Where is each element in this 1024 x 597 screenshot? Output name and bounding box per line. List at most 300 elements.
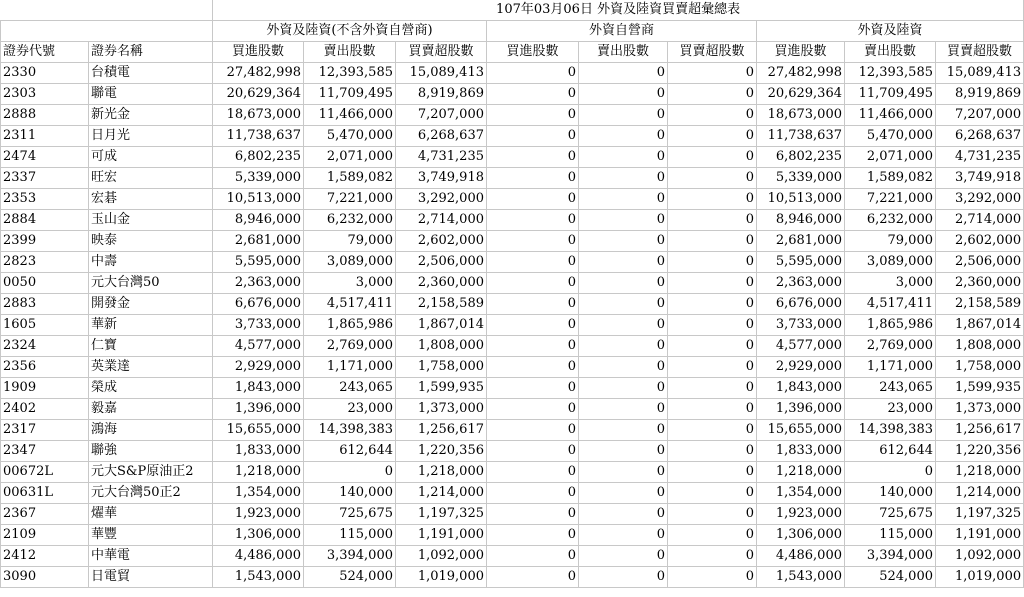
cell-dealer-net-shares: 0 [668,105,757,126]
table-row [1,105,1024,126]
cell-sell-shares: 524,000 [304,567,396,588]
cell-stock-name: 中華電 [89,546,213,567]
cell-dealer-net-shares: 0 [668,504,757,525]
cell-dealer-net-shares: 0 [668,294,757,315]
cell-buy-shares: 4,486,000 [213,546,304,567]
cell-total-buy-shares: 1,543,000 [757,567,845,588]
cell-total-sell-shares: 2,071,000 [845,147,936,168]
cell-sell-shares: 3,089,000 [304,252,396,273]
cell-stock-code: 2330 [1,63,89,84]
column-header-dealer-sell-shares: 賣出股數 [579,42,668,63]
cell-total-buy-shares: 1,843,000 [757,378,845,399]
cell-stock-code: 2311 [1,126,89,147]
cell-total-buy-shares: 2,363,000 [757,273,845,294]
cell-buy-shares: 5,595,000 [213,252,304,273]
column-header-row [1,42,1024,63]
cell-buy-shares: 2,681,000 [213,231,304,252]
cell-net-shares: 2,360,000 [396,273,487,294]
cell-stock-name: 開發金 [89,294,213,315]
cell-dealer-sell-shares: 0 [579,210,668,231]
cell-net-shares: 1,758,000 [396,357,487,378]
cell-stock-name: 元大台灣50正2 [89,483,213,504]
cell-total-sell-shares: 3,000 [845,273,936,294]
cell-net-shares: 1,191,000 [396,525,487,546]
cell-total-buy-shares: 15,655,000 [757,420,845,441]
cell-dealer-net-shares: 0 [668,252,757,273]
cell-stock-code: 00672L [1,462,89,483]
cell-dealer-buy-shares: 0 [487,567,579,588]
cell-dealer-buy-shares: 0 [487,147,579,168]
cell-dealer-sell-shares: 0 [579,252,668,273]
cell-sell-shares: 5,470,000 [304,126,396,147]
cell-stock-name: 英業達 [89,357,213,378]
table-row [1,357,1024,378]
cell-dealer-sell-shares: 0 [579,84,668,105]
cell-buy-shares: 27,482,998 [213,63,304,84]
cell-total-buy-shares: 1,306,000 [757,525,845,546]
cell-dealer-sell-shares: 0 [579,315,668,336]
cell-total-sell-shares: 1,589,082 [845,168,936,189]
cell-total-buy-shares: 5,339,000 [757,168,845,189]
cell-stock-name: 華豐 [89,525,213,546]
cell-buy-shares: 5,339,000 [213,168,304,189]
cell-total-sell-shares: 115,000 [845,525,936,546]
cell-total-buy-shares: 5,595,000 [757,252,845,273]
cell-stock-name: 仁寶 [89,336,213,357]
cell-net-shares: 2,714,000 [396,210,487,231]
cell-total-net-shares: 1,197,325 [936,504,1024,525]
cell-total-net-shares: 1,191,000 [936,525,1024,546]
cell-dealer-buy-shares: 0 [487,546,579,567]
cell-buy-shares: 20,629,364 [213,84,304,105]
cell-dealer-sell-shares: 0 [579,462,668,483]
cell-total-buy-shares: 4,577,000 [757,336,845,357]
cell-dealer-buy-shares: 0 [487,441,579,462]
cell-sell-shares: 0 [304,462,396,483]
cell-total-buy-shares: 27,482,998 [757,63,845,84]
cell-stock-name: 元大S&P原油正2 [89,462,213,483]
cell-stock-code: 2888 [1,105,89,126]
cell-sell-shares: 6,232,000 [304,210,396,231]
cell-total-net-shares: 1,218,000 [936,462,1024,483]
cell-total-net-shares: 2,158,589 [936,294,1024,315]
cell-total-sell-shares: 11,709,495 [845,84,936,105]
cell-stock-code: 2402 [1,399,89,420]
table-row [1,441,1024,462]
cell-stock-code: 2367 [1,504,89,525]
cell-total-net-shares: 8,919,869 [936,84,1024,105]
cell-net-shares: 1,019,000 [396,567,487,588]
cell-sell-shares: 1,865,986 [304,315,396,336]
cell-sell-shares: 14,398,383 [304,420,396,441]
table-row [1,63,1024,84]
cell-dealer-net-shares: 0 [668,567,757,588]
cell-stock-name: 鴻海 [89,420,213,441]
cell-dealer-sell-shares: 0 [579,420,668,441]
cell-dealer-sell-shares: 0 [579,273,668,294]
cell-stock-name: 日月光 [89,126,213,147]
cell-total-net-shares: 7,207,000 [936,105,1024,126]
cell-dealer-net-shares: 0 [668,378,757,399]
cell-total-sell-shares: 4,517,411 [845,294,936,315]
cell-dealer-sell-shares: 0 [579,504,668,525]
cell-total-net-shares: 3,749,918 [936,168,1024,189]
cell-total-buy-shares: 2,681,000 [757,231,845,252]
cell-buy-shares: 3,733,000 [213,315,304,336]
cell-net-shares: 1,256,617 [396,420,487,441]
cell-total-sell-shares: 11,466,000 [845,105,936,126]
cell-net-shares: 3,292,000 [396,189,487,210]
report-title: 107年03月06日 外資及陸資買賣超彙總表 [213,0,1024,21]
table-row [1,525,1024,546]
cell-dealer-buy-shares: 0 [487,357,579,378]
cell-total-net-shares: 3,292,000 [936,189,1024,210]
cell-total-net-shares: 2,506,000 [936,252,1024,273]
cell-stock-name: 新光金 [89,105,213,126]
cell-sell-shares: 11,709,495 [304,84,396,105]
cell-total-buy-shares: 20,629,364 [757,84,845,105]
cell-dealer-sell-shares: 0 [579,399,668,420]
cell-net-shares: 6,268,637 [396,126,487,147]
cell-stock-code: 2412 [1,546,89,567]
cell-stock-code: 2823 [1,252,89,273]
cell-net-shares: 1,197,325 [396,504,487,525]
cell-dealer-buy-shares: 0 [487,462,579,483]
cell-dealer-buy-shares: 0 [487,336,579,357]
cell-dealer-net-shares: 0 [668,315,757,336]
cell-total-net-shares: 1,758,000 [936,357,1024,378]
cell-total-net-shares: 1,256,617 [936,420,1024,441]
cell-total-buy-shares: 6,802,235 [757,147,845,168]
cell-stock-code: 2883 [1,294,89,315]
cell-stock-name: 華新 [89,315,213,336]
cell-dealer-net-shares: 0 [668,84,757,105]
cell-dealer-sell-shares: 0 [579,168,668,189]
cell-stock-code: 2356 [1,357,89,378]
cell-stock-name: 映泰 [89,231,213,252]
cell-total-buy-shares: 1,218,000 [757,462,845,483]
cell-net-shares: 1,867,014 [396,315,487,336]
table-row [1,189,1024,210]
cell-dealer-net-shares: 0 [668,336,757,357]
cell-dealer-buy-shares: 0 [487,231,579,252]
cell-sell-shares: 2,071,000 [304,147,396,168]
cell-buy-shares: 4,577,000 [213,336,304,357]
column-header-net-shares: 買賣超股數 [396,42,487,63]
cell-total-sell-shares: 23,000 [845,399,936,420]
cell-stock-name: 毅嘉 [89,399,213,420]
cell-total-buy-shares: 6,676,000 [757,294,845,315]
cell-net-shares: 1,218,000 [396,462,487,483]
cell-total-net-shares: 2,360,000 [936,273,1024,294]
cell-stock-code: 2884 [1,210,89,231]
cell-buy-shares: 1,923,000 [213,504,304,525]
cell-net-shares: 7,207,000 [396,105,487,126]
cell-dealer-sell-shares: 0 [579,294,668,315]
table-row [1,546,1024,567]
table-row [1,378,1024,399]
cell-total-sell-shares: 612,644 [845,441,936,462]
cell-dealer-buy-shares: 0 [487,210,579,231]
cell-sell-shares: 115,000 [304,525,396,546]
cell-stock-code: 2109 [1,525,89,546]
cell-total-net-shares: 1,220,356 [936,441,1024,462]
cell-sell-shares: 4,517,411 [304,294,396,315]
cell-net-shares: 3,749,918 [396,168,487,189]
cell-total-sell-shares: 14,398,383 [845,420,936,441]
cell-dealer-net-shares: 0 [668,420,757,441]
cell-stock-name: 聯電 [89,84,213,105]
cell-dealer-sell-shares: 0 [579,483,668,504]
cell-sell-shares: 1,589,082 [304,168,396,189]
group-header-foreign-dealers: 外資自營商 [487,21,757,42]
cell-total-buy-shares: 1,354,000 [757,483,845,504]
cell-dealer-net-shares: 0 [668,399,757,420]
cell-dealer-buy-shares: 0 [487,252,579,273]
cell-total-buy-shares: 4,486,000 [757,546,845,567]
table-row [1,462,1024,483]
column-header-total-sell-shares: 賣出股數 [845,42,936,63]
cell-total-buy-shares: 3,733,000 [757,315,845,336]
cell-total-sell-shares: 5,470,000 [845,126,936,147]
cell-buy-shares: 1,543,000 [213,567,304,588]
group-header-row [1,21,1024,42]
cell-dealer-net-shares: 0 [668,126,757,147]
column-header-dealer-buy-shares: 買進股數 [487,42,579,63]
cell-total-sell-shares: 140,000 [845,483,936,504]
cell-dealer-net-shares: 0 [668,483,757,504]
cell-sell-shares: 612,644 [304,441,396,462]
cell-stock-code: 1909 [1,378,89,399]
cell-sell-shares: 12,393,585 [304,63,396,84]
cell-total-buy-shares: 1,923,000 [757,504,845,525]
cell-total-buy-shares: 10,513,000 [757,189,845,210]
cell-total-buy-shares: 18,673,000 [757,105,845,126]
cell-dealer-buy-shares: 0 [487,105,579,126]
cell-total-buy-shares: 1,396,000 [757,399,845,420]
cell-total-net-shares: 6,268,637 [936,126,1024,147]
column-header-total-net-shares: 買賣超股數 [936,42,1024,63]
cell-buy-shares: 10,513,000 [213,189,304,210]
cell-stock-code: 2324 [1,336,89,357]
cell-sell-shares: 140,000 [304,483,396,504]
cell-net-shares: 1,214,000 [396,483,487,504]
table-row [1,336,1024,357]
cell-total-buy-shares: 8,946,000 [757,210,845,231]
table-row [1,315,1024,336]
cell-total-net-shares: 1,373,000 [936,399,1024,420]
cell-total-net-shares: 1,599,935 [936,378,1024,399]
cell-stock-code: 3090 [1,567,89,588]
table-row [1,252,1024,273]
cell-dealer-buy-shares: 0 [487,189,579,210]
cell-net-shares: 8,919,869 [396,84,487,105]
cell-dealer-sell-shares: 0 [579,546,668,567]
cell-total-sell-shares: 243,065 [845,378,936,399]
cell-total-sell-shares: 524,000 [845,567,936,588]
cell-sell-shares: 7,221,000 [304,189,396,210]
cell-net-shares: 2,602,000 [396,231,487,252]
cell-buy-shares: 1,354,000 [213,483,304,504]
cell-dealer-buy-shares: 0 [487,399,579,420]
table-row [1,399,1024,420]
table-row [1,147,1024,168]
cell-sell-shares: 2,769,000 [304,336,396,357]
cell-total-net-shares: 1,867,014 [936,315,1024,336]
group-header-foreign-total: 外資及陸資 [757,21,1024,42]
cell-dealer-sell-shares: 0 [579,189,668,210]
cell-stock-code: 2347 [1,441,89,462]
cell-total-net-shares: 15,089,413 [936,63,1024,84]
cell-sell-shares: 3,394,000 [304,546,396,567]
table-row [1,273,1024,294]
cell-sell-shares: 243,065 [304,378,396,399]
group-header-foreign-excl-dealers: 外資及陸資(不含外資自營商) [213,21,487,42]
title-blank-cell [1,0,213,21]
column-header-stock-name: 證券名稱 [89,42,213,63]
cell-dealer-sell-shares: 0 [579,105,668,126]
cell-dealer-net-shares: 0 [668,546,757,567]
table-row [1,483,1024,504]
cell-dealer-net-shares: 0 [668,210,757,231]
cell-dealer-buy-shares: 0 [487,525,579,546]
cell-buy-shares: 1,306,000 [213,525,304,546]
cell-net-shares: 1,092,000 [396,546,487,567]
cell-net-shares: 2,158,589 [396,294,487,315]
cell-buy-shares: 18,673,000 [213,105,304,126]
cell-sell-shares: 79,000 [304,231,396,252]
cell-stock-code: 2399 [1,231,89,252]
column-header-dealer-net-shares: 買賣超股數 [668,42,757,63]
cell-dealer-buy-shares: 0 [487,378,579,399]
cell-stock-name: 元大台灣50 [89,273,213,294]
table-row [1,168,1024,189]
cell-dealer-net-shares: 0 [668,168,757,189]
cell-sell-shares: 1,171,000 [304,357,396,378]
cell-dealer-sell-shares: 0 [579,231,668,252]
cell-total-net-shares: 4,731,235 [936,147,1024,168]
cell-dealer-buy-shares: 0 [487,294,579,315]
cell-dealer-net-shares: 0 [668,357,757,378]
group-header-blank [1,21,213,42]
cell-total-buy-shares: 1,833,000 [757,441,845,462]
cell-stock-code: 0050 [1,273,89,294]
cell-sell-shares: 725,675 [304,504,396,525]
cell-dealer-sell-shares: 0 [579,63,668,84]
cell-buy-shares: 1,218,000 [213,462,304,483]
cell-total-sell-shares: 79,000 [845,231,936,252]
cell-dealer-net-shares: 0 [668,63,757,84]
cell-total-net-shares: 1,092,000 [936,546,1024,567]
cell-buy-shares: 2,929,000 [213,357,304,378]
cell-total-buy-shares: 2,929,000 [757,357,845,378]
cell-dealer-sell-shares: 0 [579,378,668,399]
cell-total-sell-shares: 2,769,000 [845,336,936,357]
cell-stock-name: 燿華 [89,504,213,525]
cell-total-net-shares: 1,808,000 [936,336,1024,357]
cell-net-shares: 1,220,356 [396,441,487,462]
cell-net-shares: 4,731,235 [396,147,487,168]
cell-sell-shares: 11,466,000 [304,105,396,126]
column-header-buy-shares: 買進股數 [213,42,304,63]
cell-dealer-sell-shares: 0 [579,525,668,546]
cell-dealer-sell-shares: 0 [579,441,668,462]
cell-dealer-buy-shares: 0 [487,273,579,294]
cell-buy-shares: 6,802,235 [213,147,304,168]
cell-dealer-sell-shares: 0 [579,567,668,588]
cell-total-sell-shares: 3,089,000 [845,252,936,273]
cell-net-shares: 15,089,413 [396,63,487,84]
cell-dealer-buy-shares: 0 [487,126,579,147]
cell-total-net-shares: 2,714,000 [936,210,1024,231]
cell-stock-name: 台積電 [89,63,213,84]
cell-total-sell-shares: 12,393,585 [845,63,936,84]
column-header-stock-code: 證券代號 [1,42,89,63]
cell-total-sell-shares: 6,232,000 [845,210,936,231]
cell-dealer-buy-shares: 0 [487,63,579,84]
column-header-sell-shares: 賣出股數 [304,42,396,63]
table-row [1,231,1024,252]
table-row [1,84,1024,105]
table-row [1,504,1024,525]
cell-stock-code: 2353 [1,189,89,210]
cell-dealer-net-shares: 0 [668,525,757,546]
cell-dealer-net-shares: 0 [668,231,757,252]
cell-dealer-sell-shares: 0 [579,336,668,357]
cell-buy-shares: 8,946,000 [213,210,304,231]
cell-total-sell-shares: 7,221,000 [845,189,936,210]
cell-buy-shares: 15,655,000 [213,420,304,441]
cell-total-sell-shares: 1,171,000 [845,357,936,378]
cell-dealer-buy-shares: 0 [487,168,579,189]
cell-dealer-net-shares: 0 [668,462,757,483]
cell-stock-name: 玉山金 [89,210,213,231]
cell-total-sell-shares: 3,394,000 [845,546,936,567]
cell-dealer-net-shares: 0 [668,189,757,210]
cell-dealer-sell-shares: 0 [579,126,668,147]
cell-dealer-buy-shares: 0 [487,315,579,336]
table-row [1,567,1024,588]
cell-buy-shares: 1,843,000 [213,378,304,399]
cell-buy-shares: 2,363,000 [213,273,304,294]
cell-stock-code: 1605 [1,315,89,336]
cell-dealer-net-shares: 0 [668,147,757,168]
cell-dealer-buy-shares: 0 [487,84,579,105]
cell-net-shares: 2,506,000 [396,252,487,273]
cell-stock-code: 2303 [1,84,89,105]
cell-stock-code: 00631L [1,483,89,504]
cell-total-sell-shares: 1,865,986 [845,315,936,336]
cell-stock-code: 2474 [1,147,89,168]
cell-net-shares: 1,373,000 [396,399,487,420]
cell-dealer-buy-shares: 0 [487,504,579,525]
cell-total-net-shares: 1,019,000 [936,567,1024,588]
cell-dealer-buy-shares: 0 [487,483,579,504]
cell-total-buy-shares: 11,738,637 [757,126,845,147]
table-row [1,126,1024,147]
cell-stock-name: 宏碁 [89,189,213,210]
column-header-total-buy-shares: 買進股數 [757,42,845,63]
cell-stock-name: 日電貿 [89,567,213,588]
cell-sell-shares: 3,000 [304,273,396,294]
cell-net-shares: 1,599,935 [396,378,487,399]
cell-dealer-net-shares: 0 [668,273,757,294]
cell-stock-name: 旺宏 [89,168,213,189]
cell-stock-name: 中壽 [89,252,213,273]
cell-sell-shares: 23,000 [304,399,396,420]
cell-buy-shares: 1,833,000 [213,441,304,462]
cell-total-sell-shares: 725,675 [845,504,936,525]
